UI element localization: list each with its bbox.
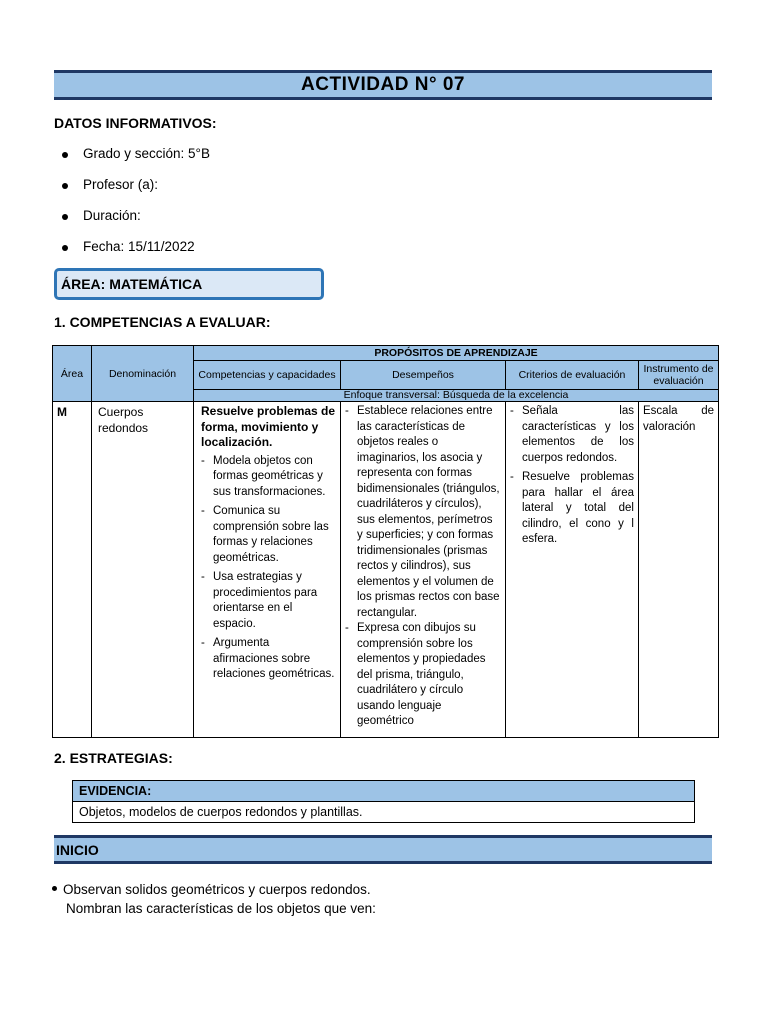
list-item: - Usa estrategias y procedimientos para orientarse en el espacio. [201, 571, 318, 630]
bullet-icon [62, 214, 68, 220]
list-item: - Argumenta afirmaciones sobre relaciones geométricas. [201, 637, 335, 680]
header-competencias: Competencias y capacidades [194, 361, 341, 390]
desempenos-list [345, 404, 501, 730]
competencias-heading: 1. COMPETENCIAS A EVALUAR: [54, 314, 271, 330]
datos-item: Profesor (a): [62, 177, 210, 208]
bullet-icon [62, 152, 68, 158]
datos-list [62, 146, 210, 270]
header-area: Área [53, 346, 92, 402]
inicio-label: INICIO [56, 841, 99, 858]
area-label: ÁREA: MATEMÁTICA [61, 276, 203, 292]
datos-heading: DATOS INFORMATIVOS: [54, 115, 217, 131]
datos-item: Fecha: 15/11/2022 [62, 239, 210, 270]
header-instrumento: Instrumento de evaluación [639, 361, 719, 390]
list-item: - Señala las características y los elementos de los cuerpos redondos. [510, 405, 634, 464]
list-item: Observan solidos geométricos y cuerpos redondos. [52, 880, 376, 899]
datos-item: Duración: [62, 208, 210, 239]
list-item: - Establece relaciones entre las características de objetos reales o imaginarios, los asocia y representa con formas bidimensionales (triángulos, cuadriláteros y círculos), sus elementos, perímetros y superficies; y con formas tridimensionales (prismas rectos y cilindros), sus elementos y el volumen de los prismas rectos con base rectangular. [345, 405, 500, 619]
capacidades-list [201, 454, 336, 683]
activity-title: ACTIVIDAD N° 07 [301, 74, 465, 95]
bullet-icon [62, 183, 68, 189]
evidencia-text: Objetos, modelos de cuerpos redondos y plantillas. [73, 802, 695, 823]
bullet-icon [62, 245, 68, 251]
cell-desempenos [341, 402, 506, 738]
header-desempenos: Desempeños [341, 361, 506, 390]
list-item: - Modela objetos con formas geométricas y sus transformaciones. [201, 454, 326, 498]
table-header-row [53, 346, 719, 361]
header-propositos: PROPÓSITOS DE APRENDIZAJE [194, 346, 719, 361]
inicio-content [52, 880, 376, 918]
competencia-title: Resuelve problemas de forma, movimiento y localización. [201, 404, 336, 449]
list-item: - Comunica su comprensión sobre las formas y relaciones geométricas. [201, 505, 329, 564]
header-denominacion: Denominación [92, 346, 194, 402]
competencias-table [52, 345, 719, 738]
cell-area: M [53, 402, 92, 738]
inicio-bar [54, 835, 712, 864]
enfoque-transversal: Enfoque transversal: Búsqueda de la excelencia [194, 390, 719, 402]
list-item: - Resuelve problemas para hallar el área lateral y total del cilindro, el cono y l esfera. [510, 471, 634, 545]
bullet-icon [52, 886, 57, 891]
activity-title-bar [54, 70, 712, 100]
cell-competencias [194, 402, 341, 738]
table-row [53, 402, 719, 738]
cell-criterios [506, 402, 639, 738]
list-item: - Expresa con dibujos su comprensión sobre los elementos y propiedades del prisma, triángulo, cuadrilátero y círculo usando lenguaje geométrico [345, 622, 486, 727]
cell-denominacion: Cuerpos redondos [92, 402, 194, 738]
header-criterios: Criterios de evaluación [506, 361, 639, 390]
evidencia-table [72, 780, 695, 823]
list-item: Nombran las características de los objetos que ven: [66, 901, 376, 916]
area-box [54, 268, 324, 300]
estrategias-heading: 2. ESTRATEGIAS: [54, 750, 173, 766]
evidencia-label: EVIDENCIA: [73, 781, 695, 802]
criterios-list [510, 404, 634, 548]
datos-item: Grado y sección: 5°B [62, 146, 210, 177]
cell-instrumento: Escala de valoración [639, 402, 719, 738]
